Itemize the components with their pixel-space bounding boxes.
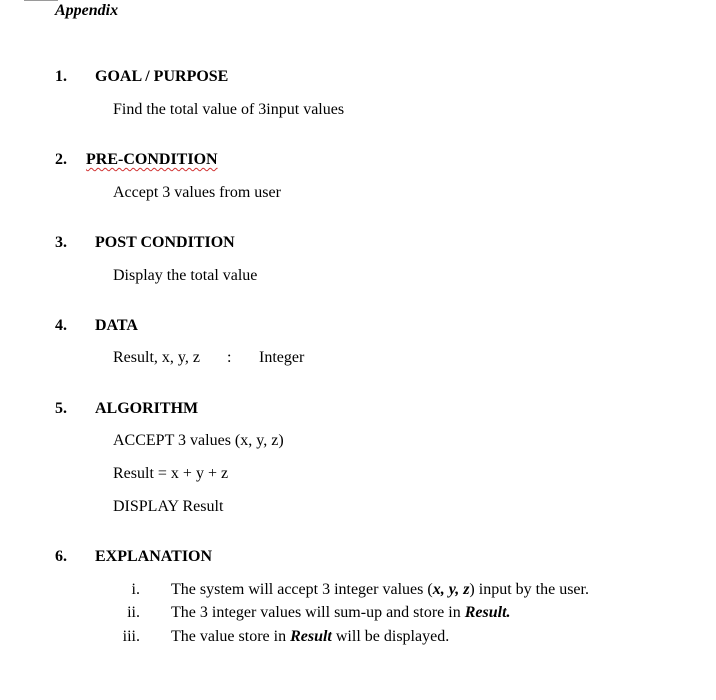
section-5-number: 5. [55, 400, 67, 417]
explanation-item-3 [171, 627, 449, 647]
section-3-number: 3. [55, 234, 67, 251]
explanation-item-1 [171, 580, 589, 600]
explanation-1-text-a: The system will accept 3 integer values ( [171, 581, 433, 598]
explanation-2-result: Result. [464, 604, 511, 621]
explanation-3-text-c: will be displayed. [331, 628, 450, 645]
appendix-title: Appendix [55, 2, 119, 19]
algorithm-step-3: DISPLAY Result [113, 498, 224, 515]
section-3-heading: POST CONDITION [95, 234, 235, 251]
top-rule [24, 0, 58, 1]
explanation-marker-1: i. [131, 581, 140, 598]
section-2-number: 2. [55, 151, 67, 168]
explanation-3-result: Result [290, 628, 332, 645]
section-2-heading: PRE-CONDITION [86, 151, 218, 168]
section-4-heading: DATA [95, 317, 138, 334]
section-3-text: Display the total value [113, 267, 258, 284]
explanation-1-vars: x, y, z [432, 581, 470, 598]
algorithm-step-1: ACCEPT 3 values (x, y, z) [113, 432, 284, 449]
explanation-1-text-c: ) input by the user. [469, 581, 589, 598]
explanation-2-text-a: The 3 integer values will sum-up and store in [171, 604, 465, 621]
section-1-number: 1. [55, 68, 67, 85]
explanation-3-text-a: The value store in [171, 628, 291, 645]
section-1-heading: GOAL / PURPOSE [95, 68, 229, 85]
section-1-text: Find the total value of 3input values [113, 101, 345, 118]
explanation-marker-2: ii. [127, 604, 140, 621]
data-colon: : [227, 349, 232, 366]
explanation-marker-3: iii. [122, 628, 140, 645]
section-4-number: 4. [55, 317, 67, 334]
explanation-item-2 [171, 603, 511, 623]
section-6-number: 6. [55, 548, 67, 565]
algorithm-step-2: Result = x + y + z [113, 465, 229, 482]
section-6-heading: EXPLANATION [95, 548, 213, 565]
section-2-text: Accept 3 values from user [113, 184, 281, 201]
data-type: Integer [259, 349, 305, 366]
data-variables: Result, x, y, z [113, 349, 200, 366]
section-5-heading: ALGORITHM [95, 400, 199, 417]
